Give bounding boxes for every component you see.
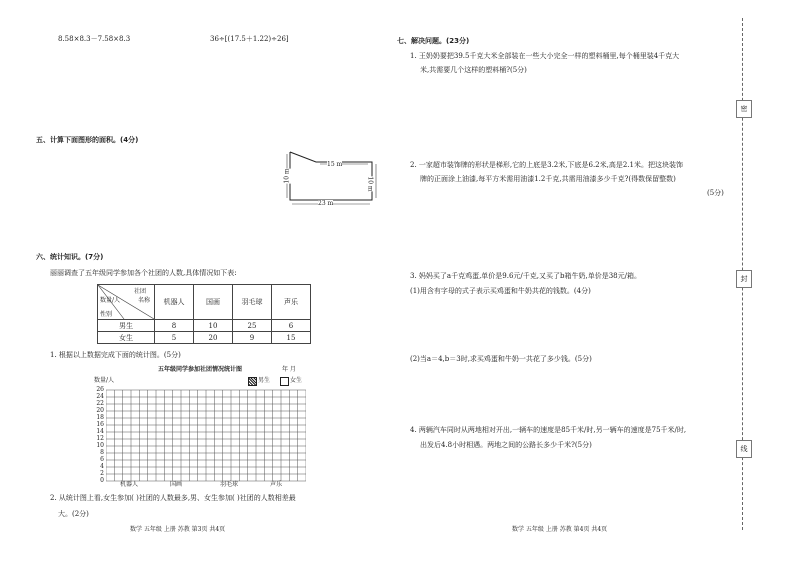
corner-text-mid: 名称 bbox=[138, 297, 151, 304]
table-cell: 15 bbox=[272, 332, 311, 344]
figure-right-label: 10 m bbox=[366, 176, 374, 192]
table-cell: 9 bbox=[233, 332, 272, 344]
table-header: 机器人 bbox=[155, 285, 194, 320]
question-2-line-1: 2. 从统计图上看,女生参加( )社团的人数最多,男、女生参加( )社团的人数相差最 bbox=[50, 494, 296, 502]
section-6-intro: 丽丽调查了五年级同学参加各个社团的人数,具体情况如下表: bbox=[50, 269, 237, 277]
y-tick-label: 2 bbox=[100, 470, 104, 477]
section-5-title: 五、计算下面图形的面积。(4分) bbox=[36, 136, 139, 144]
problem-3-line-1: 3. 妈妈买了a千克鸡蛋,单价是9.6元/千克,又买了b箱牛奶,单价是38元/箱。 bbox=[410, 272, 641, 280]
table-cell: 6 bbox=[272, 320, 311, 332]
x-category-label: 国画 bbox=[170, 481, 183, 488]
legend-girl-swatch bbox=[280, 377, 289, 386]
problem-3-sub-2: (2)当a＝4,b＝3时,求买鸡蛋和牛奶一共花了多少钱。(5分) bbox=[410, 355, 592, 363]
y-tick-label: 22 bbox=[96, 400, 104, 407]
table-header: 国画 bbox=[194, 285, 233, 320]
problem-1-line-2: 米,共需要几个这样的塑料桶?(5分) bbox=[420, 66, 527, 74]
table-row-label: 女生 bbox=[98, 332, 155, 344]
table-cell: 10 bbox=[194, 320, 233, 332]
y-tick-label: 10 bbox=[96, 442, 104, 449]
legend-boy-label: 男生 bbox=[258, 377, 271, 384]
legend-girl-label: 女生 bbox=[290, 377, 303, 384]
problem-4-line-1: 4. 两辆汽车同时从两地相对开出,一辆车的速度是85千米/时,另一辆车的速度是75千米/时, bbox=[410, 426, 687, 434]
club-stats-table bbox=[97, 284, 311, 344]
chart-date: 年 月 bbox=[282, 366, 296, 373]
table-corner-cell bbox=[98, 285, 155, 320]
problem-2-line-2: 牌的正面涂上油漆,每平方米需用油漆1.2千克,共需用油漆多少千克?(得数保留整数) bbox=[420, 175, 676, 183]
left-page-footer: 数学 五年级 上册 苏教 第3页 共4页 bbox=[130, 526, 226, 533]
y-tick-label: 8 bbox=[100, 449, 104, 456]
right-page-footer: 数学 五年级 上册 苏教 第4页 共4页 bbox=[512, 526, 608, 533]
calc-expression-1: 8.58×8.3－7.58×8.3 bbox=[58, 35, 131, 43]
y-tick-label: 4 bbox=[100, 463, 104, 470]
problem-2-line-1: 2. 一家超市装饰牌的形状是梯形,它的上底是3.2米,下底是6.2米,高是2.1米。把这块装饰 bbox=[410, 161, 683, 169]
chart-title: 五年级同学参加社团情况统计图 bbox=[158, 366, 243, 373]
figure-left-label: 10 m bbox=[283, 168, 291, 184]
x-category-label: 声乐 bbox=[270, 481, 283, 488]
table-row-label: 男生 bbox=[98, 320, 155, 332]
y-tick-label: 26 bbox=[96, 386, 104, 393]
y-tick-label: 18 bbox=[96, 414, 104, 421]
seal-tab: 封 bbox=[736, 270, 752, 288]
chart-y-label: 数量/人 bbox=[94, 377, 115, 384]
y-tick-label: 16 bbox=[96, 421, 104, 428]
question-2-line-2: 大。(2分) bbox=[58, 510, 89, 518]
table-cell: 20 bbox=[194, 332, 233, 344]
y-tick-label: 24 bbox=[96, 393, 104, 400]
calc-expression-2: 36÷[(17.5＋1.22)÷26] bbox=[210, 35, 289, 43]
legend-boy-swatch bbox=[248, 377, 257, 386]
table-cell: 8 bbox=[155, 320, 194, 332]
problem-3-sub-1: (1)用含有字母的式子表示买鸡蛋和牛奶共花的钱数。(4分) bbox=[410, 287, 591, 295]
y-tick-label: 0 bbox=[100, 477, 104, 484]
seal-tab: 密 bbox=[736, 100, 752, 118]
table-header: 羽毛球 bbox=[233, 285, 272, 320]
corner-text-bottom: 性别 bbox=[100, 311, 113, 318]
y-tick-label: 20 bbox=[96, 407, 104, 414]
problem-2-points: (5分) bbox=[707, 189, 724, 197]
y-tick-label: 12 bbox=[96, 435, 104, 442]
figure-bottom-label: 23 m bbox=[318, 200, 334, 207]
table-row bbox=[98, 332, 311, 344]
corner-text-top: 社团 bbox=[134, 288, 147, 295]
problem-4-line-2: 出发后4.8小时相遇。两地之间的公路长多少千米?(5分) bbox=[420, 441, 592, 449]
table-cell: 5 bbox=[155, 332, 194, 344]
table-header: 声乐 bbox=[272, 285, 311, 320]
seal-tab: 线 bbox=[736, 440, 752, 458]
problem-1-line-1: 1. 王奶奶要把39.5千克大米全部装在一些大小完全一样的塑料桶里,每个桶里装4千克大 bbox=[410, 52, 680, 60]
question-1-text: 1. 根据以上数据完成下面的统计图。(5分) bbox=[50, 351, 181, 359]
y-tick-label: 14 bbox=[96, 428, 104, 435]
table-cell: 25 bbox=[233, 320, 272, 332]
section-6-title: 六、统计知识。(7分) bbox=[36, 253, 104, 261]
section-7-title: 七、解决问题。(23分) bbox=[397, 37, 470, 45]
y-tick-label: 6 bbox=[100, 456, 104, 463]
figure-top-label: 15 m bbox=[327, 161, 343, 168]
x-category-label: 机器人 bbox=[120, 481, 139, 488]
chart-grid bbox=[106, 386, 306, 486]
table-row bbox=[98, 320, 311, 332]
x-category-label: 羽毛球 bbox=[220, 481, 239, 488]
corner-text-left: 数量/人 bbox=[100, 297, 121, 304]
